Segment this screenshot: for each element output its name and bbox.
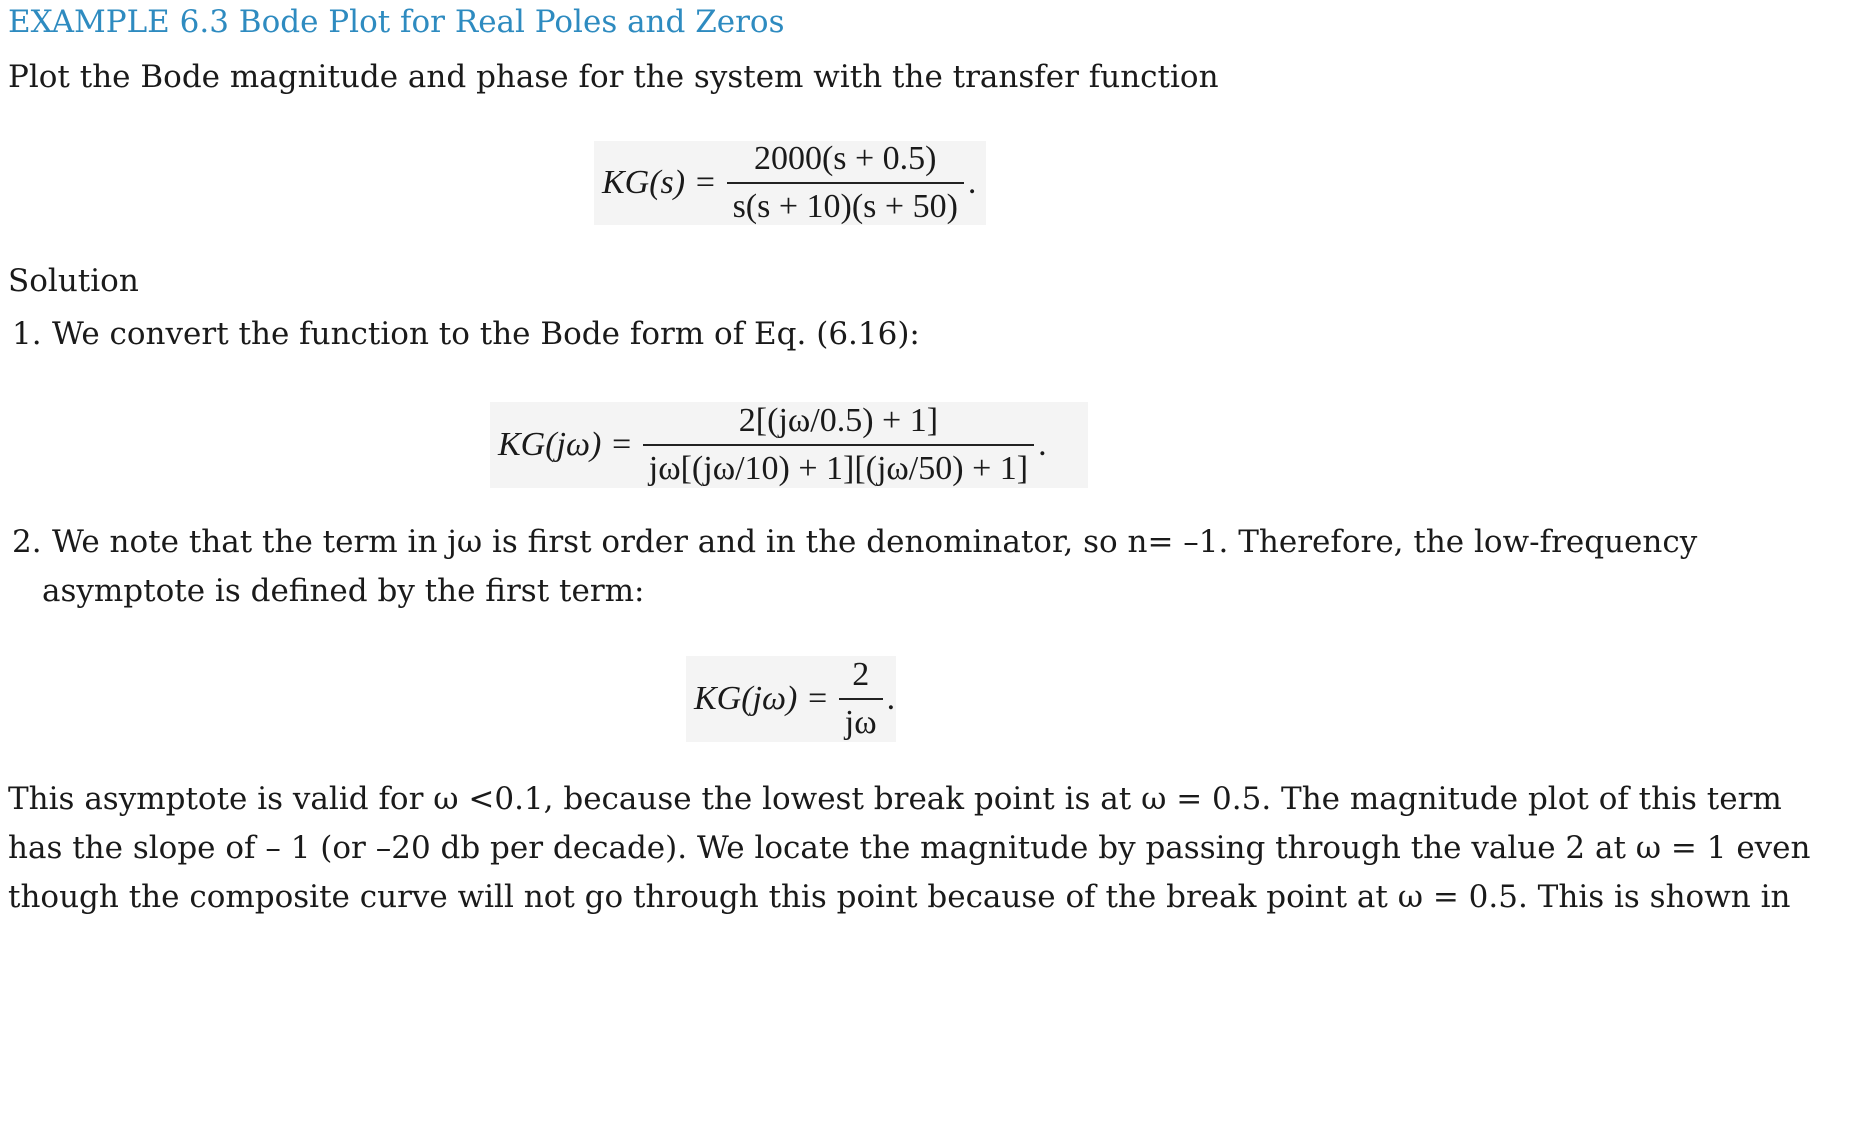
eq3-period: . — [886, 680, 896, 717]
intro-paragraph: Plot the Bode magnitude and phase for the system with the transfer function — [8, 59, 1219, 95]
step-1 — [12, 316, 920, 352]
closing-line-3: though the composite curve will not go through this point because of the break point at ω = 0.5. This is shown in — [8, 879, 1791, 915]
eq3-denominator: jω — [839, 698, 883, 742]
transfer-function-equation — [594, 141, 986, 225]
solution-label: Solution — [8, 263, 139, 299]
step-1-text: We convert the function to the Bode form of Eq. (6.16): — [52, 316, 920, 352]
step-2-line-1: We note that the term in jω is first order and in the denominator, so n= –1. Therefore, the low-frequency — [52, 524, 1698, 560]
bode-form-equation — [490, 402, 1088, 488]
eq1-denominator: s(s + 10)(s + 50) — [727, 182, 964, 226]
eq1-lhs: KG(s) = — [602, 164, 717, 201]
step-2-number: 2. — [12, 524, 42, 560]
eq1-period: . — [967, 164, 977, 201]
eq2-numerator: 2[(jω/0.5) + 1] — [738, 402, 939, 439]
eq1-numerator: 2000(s + 0.5) — [753, 140, 937, 177]
closing-line-2: has the slope of – 1 (or –20 db per decade). We locate the magnitude by passing through the value 2 at ω = 1 even — [8, 830, 1811, 866]
closing-line-1: This asymptote is valid for ω <0.1, because the lowest break point is at ω = 0.5. The magnitude plot of this term — [8, 781, 1782, 817]
step-2 — [12, 524, 1697, 560]
eq2-period: . — [1038, 426, 1047, 463]
eq3-numerator: 2 — [852, 656, 870, 693]
low-frequency-asymptote-equation — [686, 656, 896, 742]
eq2-lhs: KG(jω) = — [498, 426, 633, 463]
eq2-denominator: jω[(jω/10) + 1][(jω/50) + 1] — [643, 444, 1034, 488]
eq3-fraction — [839, 656, 883, 742]
step-1-number: 1. — [12, 316, 42, 352]
example-heading: EXAMPLE 6.3 Bode Plot for Real Poles and Zeros — [8, 4, 785, 40]
eq1-fraction — [727, 140, 964, 226]
eq2-fraction — [643, 402, 1034, 488]
step-2-line-2: asymptote is defined by the first term: — [42, 573, 645, 609]
eq3-lhs: KG(jω) = — [694, 680, 829, 717]
